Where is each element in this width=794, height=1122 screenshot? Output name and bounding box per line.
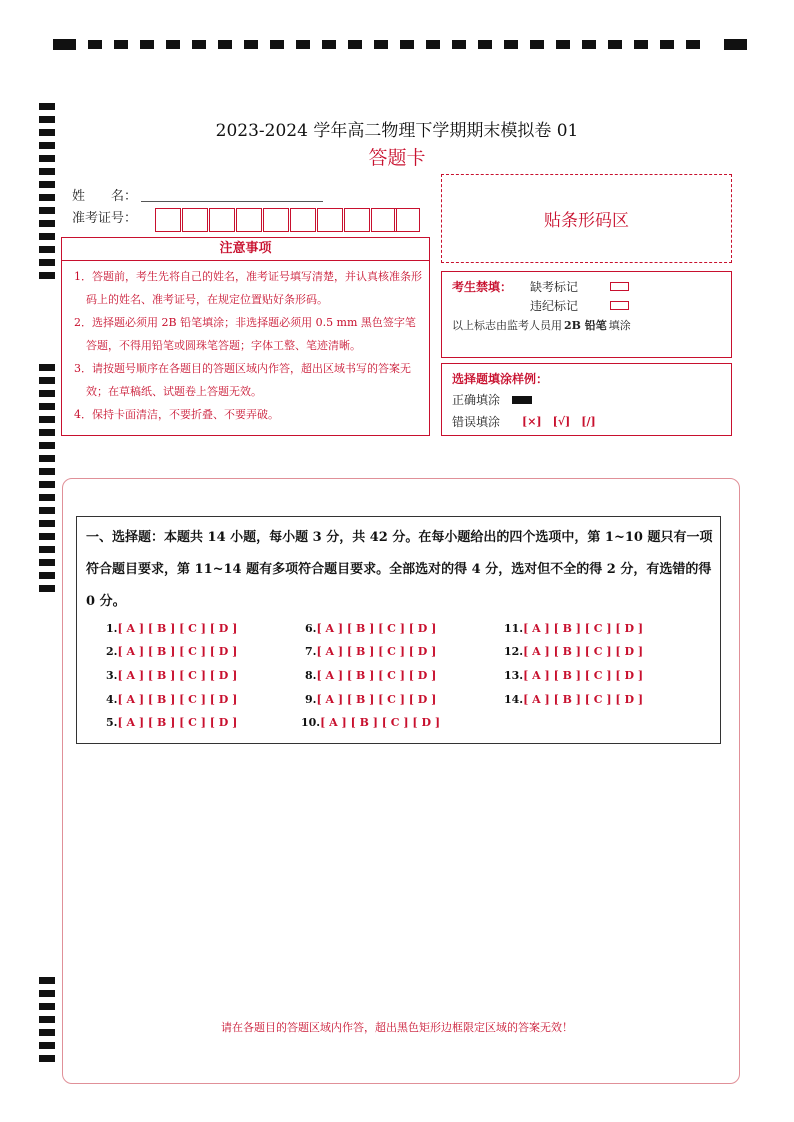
timing-mark xyxy=(53,39,76,50)
id-label: 准考证号： xyxy=(72,211,138,226)
notice-item: 2．选择题必须用 2B 铅笔填涂；非选择题必须用 0.5 mm 黑色签字笔答题，不得用铅笔或圆珠笔答题；字体工整、笔迹清晰。 xyxy=(74,316,416,352)
multiple-choice-instructions: 一、选择题：本题共 14 小题，每小题 3 分，共 42 分。在每小题给出的四个选项中，第 1~10 题只有一项符合题目要求，第 11~14 题有多项符合题目要求。全部选对的得 4 分，选对但不全的得 2 分，有选错的得 0 分。 xyxy=(86,530,713,609)
question-options[interactable]: [ A ] [ B ] [ C ] [ D ] xyxy=(117,645,238,658)
timing-mark xyxy=(39,207,55,214)
id-box[interactable] xyxy=(344,208,370,232)
timing-mark xyxy=(39,246,55,253)
timing-mark xyxy=(39,103,55,110)
notice-heading: 注意事项 xyxy=(61,237,430,261)
timing-mark xyxy=(39,990,55,997)
absent-label: 缺考标记 xyxy=(530,280,579,294)
question-options[interactable]: [ A ] [ B ] [ C ] [ D ] xyxy=(523,669,644,682)
timing-mark xyxy=(39,416,55,423)
question-8[interactable] xyxy=(305,669,436,682)
example-heading: 选择题填涂样例： xyxy=(452,372,549,386)
question-13[interactable] xyxy=(504,669,643,682)
timing-mark xyxy=(39,481,55,488)
timing-mark xyxy=(39,468,55,475)
question-number: 1. xyxy=(106,622,118,635)
question-options[interactable]: [ A ] [ B ] [ C ] [ D ] xyxy=(316,622,437,635)
ban-note xyxy=(452,317,631,333)
ban-note-bold: 2B 铅笔 xyxy=(564,319,607,332)
timing-mark xyxy=(374,40,388,49)
absent-mark-box[interactable] xyxy=(610,282,629,291)
timing-mark xyxy=(39,585,55,592)
timing-mark xyxy=(140,40,154,49)
timing-mark xyxy=(426,40,440,49)
question-number: 3. xyxy=(106,669,118,682)
question-number: 9. xyxy=(305,693,317,706)
question-1[interactable] xyxy=(106,622,237,635)
timing-mark xyxy=(686,40,700,49)
question-options[interactable]: [ A ] [ B ] [ C ] [ D ] xyxy=(320,716,441,729)
question-options[interactable]: [ A ] [ B ] [ C ] [ D ] xyxy=(316,693,437,706)
timing-mark xyxy=(39,259,55,266)
barcode-area xyxy=(441,174,732,263)
question-number: 14. xyxy=(504,693,524,706)
notice-body xyxy=(61,261,430,436)
timing-mark xyxy=(39,520,55,527)
footer-note: 请在各题目的答题区域内作答，超出黑色矩形边框限定区域的答案无效！ xyxy=(221,1021,573,1034)
timing-mark xyxy=(39,233,55,240)
timing-mark xyxy=(39,1042,55,1049)
question-options[interactable]: [ A ] [ B ] [ C ] [ D ] xyxy=(523,622,644,635)
barcode-label: 贴条形码区 xyxy=(544,211,629,231)
question-number: 4. xyxy=(106,693,118,706)
timing-mark xyxy=(634,40,648,49)
timing-mark xyxy=(39,403,55,410)
page-subtitle: 答题卡 xyxy=(368,147,426,169)
timing-mark xyxy=(39,220,55,227)
correct-fill-sample xyxy=(512,396,532,404)
timing-mark xyxy=(296,40,310,49)
timing-mark xyxy=(452,40,466,49)
timing-mark xyxy=(556,40,570,49)
timing-mark xyxy=(39,1003,55,1010)
question-4[interactable] xyxy=(106,693,237,706)
id-box[interactable] xyxy=(290,208,316,232)
timing-mark xyxy=(39,1055,55,1062)
id-box[interactable] xyxy=(236,208,262,232)
question-options[interactable]: [ A ] [ B ] [ C ] [ D ] xyxy=(523,693,644,706)
timing-mark xyxy=(39,364,55,371)
timing-mark xyxy=(478,40,492,49)
notice-item: 4．保持卡面清洁，不要折叠、不要弄破。 xyxy=(74,408,279,421)
timing-mark xyxy=(270,40,284,49)
name-field[interactable] xyxy=(141,201,323,202)
question-2[interactable] xyxy=(106,645,237,658)
question-number: 8. xyxy=(305,669,317,682)
timing-mark xyxy=(530,40,544,49)
timing-mark xyxy=(218,40,232,49)
violation-label: 违纪标记 xyxy=(530,299,579,313)
timing-mark xyxy=(39,546,55,553)
timing-mark xyxy=(244,40,258,49)
question-14[interactable] xyxy=(504,693,643,706)
notice-item: 1．答题前，考生先将自己的姓名，准考证号填写清楚，并认真核准条形码上的姓名、准考证号，在规定位置贴好条形码。 xyxy=(74,270,422,306)
timing-mark xyxy=(39,507,55,514)
question-6[interactable] xyxy=(305,622,436,635)
question-5[interactable] xyxy=(106,716,237,729)
wrong-label: 错误填涂 xyxy=(452,415,501,429)
question-options[interactable]: [ A ] [ B ] [ C ] [ D ] xyxy=(117,622,238,635)
question-number: 10. xyxy=(301,716,321,729)
timing-mark xyxy=(39,455,55,462)
name-label: 姓 名： xyxy=(72,189,138,204)
page-title: 2023-2024 学年高二物理下学期期末模拟卷 01 xyxy=(215,121,579,141)
question-number: 5. xyxy=(106,716,118,729)
id-box[interactable] xyxy=(394,208,420,232)
timing-mark xyxy=(660,40,674,49)
question-options[interactable]: [ A ] [ B ] [ C ] [ D ] xyxy=(316,669,437,682)
timing-mark xyxy=(608,40,622,49)
question-11[interactable] xyxy=(504,622,643,635)
timing-mark xyxy=(39,390,55,397)
id-box[interactable] xyxy=(182,208,208,232)
correct-label: 正确填涂 xyxy=(452,393,501,407)
timing-mark xyxy=(39,494,55,501)
question-3[interactable] xyxy=(106,669,237,682)
ban-heading: 考生禁填： xyxy=(452,280,513,294)
timing-mark xyxy=(39,442,55,449)
timing-mark xyxy=(166,40,180,49)
ban-box xyxy=(441,271,732,358)
example-box xyxy=(441,363,732,436)
question-number: 11. xyxy=(504,622,524,635)
question-options[interactable]: [ A ] [ B ] [ C ] [ D ] xyxy=(117,693,238,706)
id-box[interactable] xyxy=(263,208,289,232)
wrong-fill-samples: [×] [√] [/] xyxy=(522,415,596,428)
id-box[interactable] xyxy=(317,208,343,232)
timing-mark xyxy=(114,40,128,49)
question-12[interactable] xyxy=(504,645,643,658)
ban-note-prefix: 以上标志由监考人员用 xyxy=(452,319,562,332)
question-number: 13. xyxy=(504,669,524,682)
question-number: 6. xyxy=(305,622,317,635)
ban-note-suffix: 填涂 xyxy=(608,319,631,332)
timing-mark xyxy=(192,40,206,49)
timing-mark xyxy=(39,559,55,566)
id-box[interactable] xyxy=(209,208,235,232)
question-number: 7. xyxy=(305,645,317,658)
timing-mark xyxy=(582,40,596,49)
question-9[interactable] xyxy=(305,693,436,706)
timing-mark xyxy=(39,377,55,384)
notice-item: 3．请按题号顺序在各题目的答题区域内作答，超出区域书写的答案无效；在草稿纸、试题卷上答题无效。 xyxy=(74,362,411,398)
timing-mark xyxy=(39,977,55,984)
timing-mark xyxy=(39,194,55,201)
question-options[interactable]: [ A ] [ B ] [ C ] [ D ] xyxy=(117,669,238,682)
timing-mark xyxy=(39,181,55,188)
question-options[interactable]: [ A ] [ B ] [ C ] [ D ] xyxy=(523,645,644,658)
question-options[interactable]: [ A ] [ B ] [ C ] [ D ] xyxy=(117,716,238,729)
question-number: 12. xyxy=(504,645,524,658)
id-box[interactable] xyxy=(155,208,181,232)
timing-mark xyxy=(39,572,55,579)
timing-mark xyxy=(39,272,55,279)
timing-mark xyxy=(322,40,336,49)
timing-mark xyxy=(724,39,747,50)
question-number: 2. xyxy=(106,645,118,658)
timing-mark xyxy=(39,533,55,540)
timing-mark xyxy=(400,40,414,49)
question-options[interactable]: [ A ] [ B ] [ C ] [ D ] xyxy=(316,645,437,658)
timing-mark xyxy=(504,40,518,49)
violation-mark-box[interactable] xyxy=(610,301,629,310)
question-7[interactable] xyxy=(305,645,436,658)
question-10[interactable] xyxy=(301,716,440,729)
timing-mark xyxy=(348,40,362,49)
timing-mark xyxy=(39,429,55,436)
timing-mark xyxy=(88,40,102,49)
